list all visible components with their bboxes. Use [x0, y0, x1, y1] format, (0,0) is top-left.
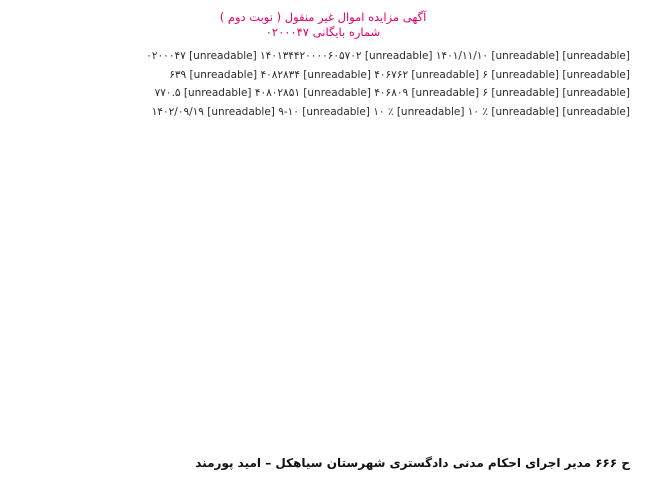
archive-number: شماره بایگانی ۰۲۰۰۰۴۷	[265, 25, 381, 39]
notice-signature: ح ۶۶۶ مدیر اجرای احکام مدنی دادگستری شهرستان سیاهکل – امید پورمند	[195, 456, 630, 470]
notice-body	[16, 47, 630, 407]
notice-paragraph: [unreadable] ۷۷۰.۵ [unreadable] ۴۰۸۰۲۸۵۱ [unreadable] ۴۰۶۸۰۹ [unreadable] ۶ [unreadable]	[154, 87, 630, 99]
notice-title: آگهی مزایده اموال غیر منقول ( نوبت دوم )	[219, 10, 427, 24]
notice-header	[16, 10, 630, 41]
notice-paragraph: [unreadable] ۱۴۰۲/۰۹/۱۹ [unreadable] ۹-۱۰ [unreadable] ۱۰ ٪ [unreadable] ۱۰ ٪ [unreadable]	[151, 105, 630, 118]
notice-paragraph: [unreadable] ۶۳۹ [unreadable] ۴۰۸۲۸۳۴ [unreadable] ۴۰۶۷۶۲ [unreadable] ۶ [unreadable]	[169, 68, 630, 81]
notice-paragraph: [unreadable] ۰۲۰۰۰۴۷ [unreadable] ۱۴۰۱۳۴۴۲۰۰۰۰۶۰۵۷۰۲ [unreadable] ۱۴۰۱/۱۱/۱۰ [unreadable]	[146, 50, 630, 62]
auction-notice	[6, 4, 642, 482]
